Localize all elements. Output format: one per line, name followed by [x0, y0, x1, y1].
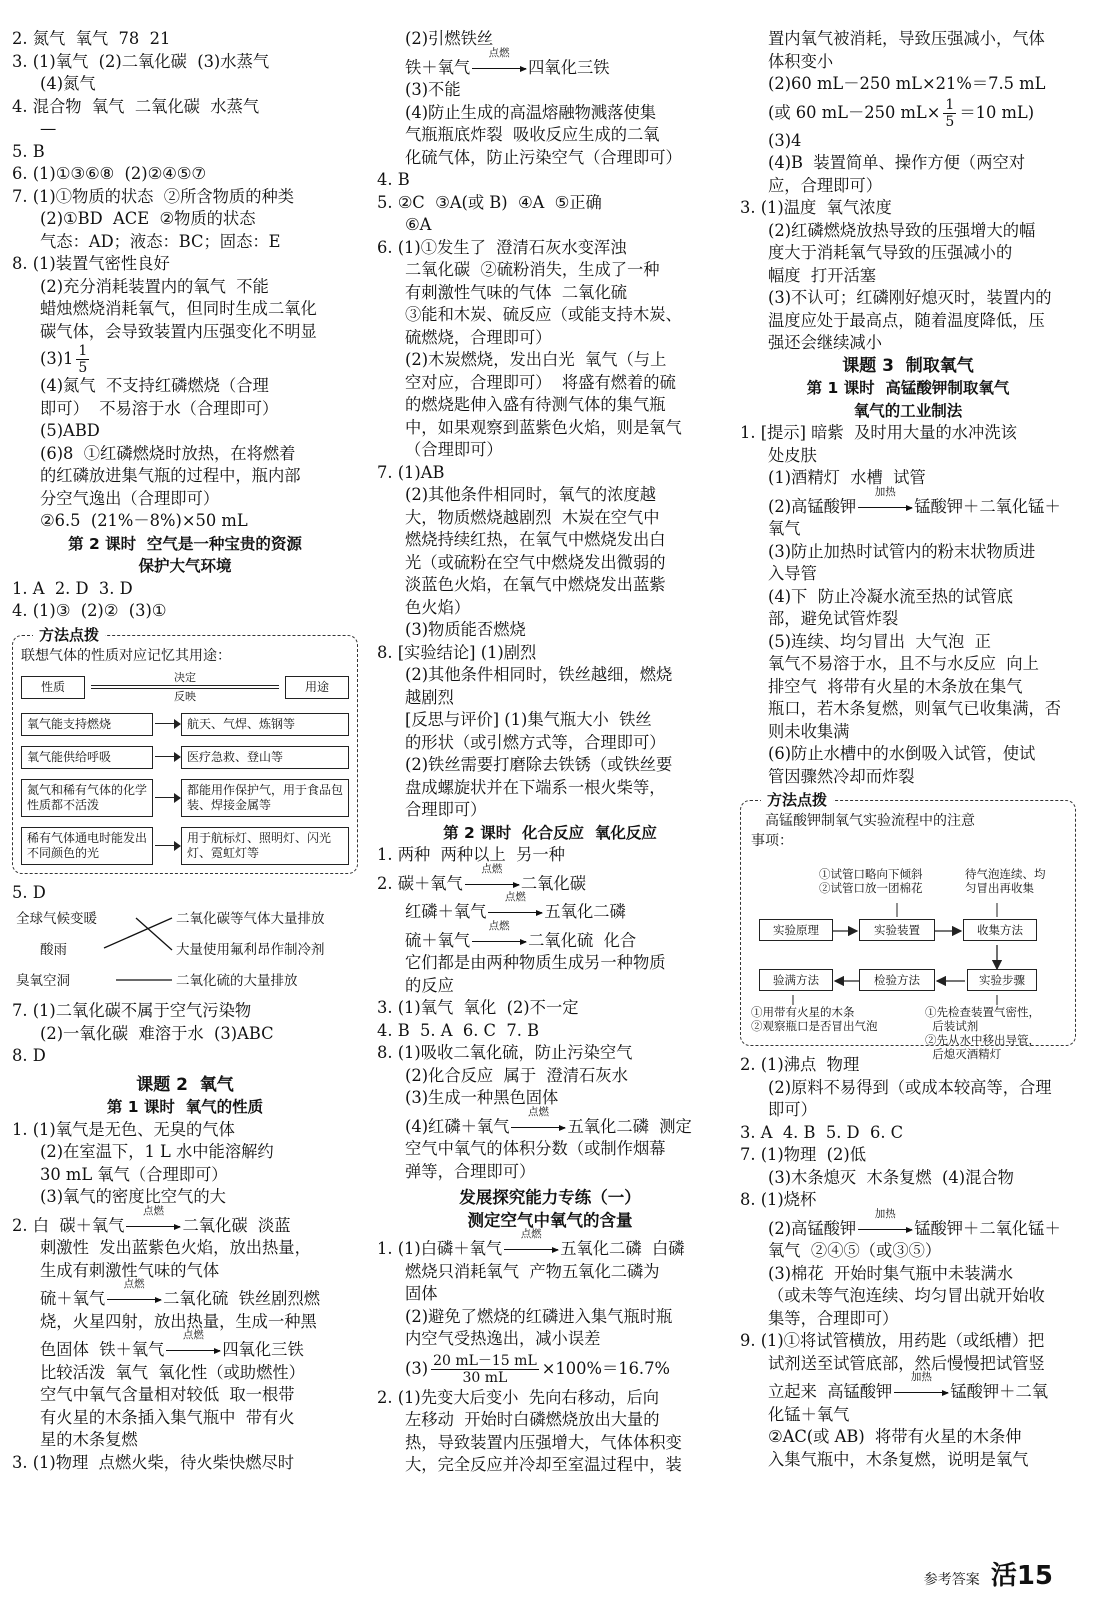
match-left-item: 酸雨 [40, 942, 67, 958]
relation-reflects: 反映 [174, 689, 196, 703]
section-heading: 第 2 课时 化合反应 氧化反应 [443, 823, 657, 842]
answer-line: 大，物质燃烧越剧烈 木炭在空气中 [405, 507, 660, 527]
answer-line: 燃烧持续红热，在氧气中燃烧发出白 [405, 530, 666, 549]
answer-line: 6. (1)①发生了 澄清石灰水变浑浊 [377, 237, 627, 257]
answer-line: 弹等，合理即可） [405, 1161, 536, 1181]
answer-line: 度大于消耗氧气导致的压强减小的 [768, 243, 1013, 262]
fraction-numerator: 1 [78, 343, 88, 359]
answer-line: 部，避免试管炸裂 [768, 609, 899, 628]
answer-line: (2)红磷燃烧放热导致的压强增大的幅 [768, 220, 1036, 240]
reaction-arrow [856, 485, 914, 519]
method-tip-intro: 高锰酸钾制氧气实验流程中的注意 [765, 813, 975, 829]
answer-text: 立起来 高锰酸钾 [768, 1382, 893, 1401]
answer-line: 分空气逸出（合理即可） [40, 488, 220, 508]
answer-line: 置内氧气被消耗，导致压强减小，气体 [768, 29, 1045, 48]
match-right-item: 二氧化硫的大量排放 [176, 973, 298, 989]
property-use-row [21, 746, 349, 769]
answer-line: 烧，火星四射，放出热量，生成一种黑 [40, 1311, 317, 1331]
section-heading: 发展探究能力专练（一） [459, 1188, 641, 1207]
answer-line: (2)木炭燃烧，发出白光 氧气（与上 [405, 350, 667, 369]
answer-line: (2)充分消耗装置内的氧气 不能 [40, 276, 269, 296]
reaction-condition: 点燃 [481, 862, 503, 875]
reaction-condition: 加热 [910, 1371, 932, 1383]
answer-text: 铁＋氧气 [405, 57, 471, 77]
answer-line: (4)氮气 [40, 74, 96, 93]
answer-line: 中，如果观察到蓝紫色火焰，则是氧气 [405, 417, 682, 437]
answer-line: 9. (1)①将试管横放，用药匙（或纸槽）把 [740, 1331, 1045, 1350]
property-box: 稀有气体通电时能发出不同颜色的光 [21, 827, 153, 865]
answer-line: 8. (1)装置气密性良好 [12, 254, 170, 273]
match-right-item: 大量使用氟利昂作制冷剂 [176, 942, 325, 958]
answer-line: 3. A 4. B 5. D 6. C [740, 1122, 904, 1142]
answer-line: (3)生成一种黑色固体 [405, 1088, 559, 1107]
answer-line [740, 96, 1076, 130]
answer-line: (2)一氧化碳 难溶于水 (3)ABC [40, 1023, 274, 1043]
answer-line: 集等，合理即可） [768, 1308, 899, 1328]
answer-line [12, 1329, 358, 1362]
answer-text: 二氧化硫 铁丝剧烈燃 [163, 1289, 321, 1308]
answer-line: 瓶口，若木条复燃，则氧气已收集满，否 [768, 699, 1062, 718]
answer-text: 四氧化三铁 [222, 1340, 304, 1359]
answer-line: (2)避免了燃烧的红磷进入集气瓶时瓶 [405, 1306, 673, 1326]
answer-line: 2. (1)沸点 物理 [740, 1055, 860, 1074]
answer-text: 锰酸钾＋二氧 [950, 1382, 1049, 1401]
answer-text: 二氧化碳 淡蓝 [182, 1215, 291, 1235]
footer-label: 参考答案 [923, 1572, 980, 1588]
answer-line: 蜡烛燃烧消耗氧气，但同时生成二氧化 [40, 299, 317, 318]
answer-line: 入集气瓶中，木条复燃，说明是氧气 [768, 1449, 1029, 1469]
answer-line: 3. (1)氧气 氧化 (2)不一定 [377, 998, 579, 1017]
method-tip-title: 方法点拨 [33, 624, 105, 647]
answer-line: 氧气 ②④⑤（或③⑤） [768, 1241, 942, 1260]
fraction-denominator: 5 [945, 113, 955, 130]
answer-line: 温度应处于最高点，随着温度降低，压 [768, 310, 1045, 330]
section-subheading: 测定空气中氧气的含量 [467, 1210, 633, 1230]
property-use-row [21, 827, 349, 865]
section-heading: 课题 2 氧气 [136, 1074, 234, 1095]
answer-line: 幅度 打开活塞 [768, 265, 877, 285]
answer-line [740, 485, 1076, 519]
answer-line: 的燃烧匙伸入盛有待测气体的集气瓶 [405, 395, 666, 414]
note-full-check: ①用带有火星的木条 ②观察瓶口是否冒出气泡 [751, 1005, 878, 1033]
answer-line: (3)4 [768, 130, 802, 150]
answer-line: ②6.5 (21%－8%)×50 mL [40, 511, 248, 530]
answer-line: (2)在室温下，1 L 水中能溶解约 [40, 1142, 274, 1161]
method-tip-title: 方法点拨 [761, 789, 833, 812]
reaction-arrow [502, 1228, 560, 1261]
note-apparatus: ①试管口略向下倾斜 ②试管口放一团棉花 [819, 867, 923, 895]
answer-line: 碳气体，会导致装置内压强变化不明显 [40, 321, 317, 341]
answer-line: (6)防止水槽中的水倒吸入试管，使试 [768, 744, 1036, 763]
answer-line: (3)棉花 开始时集气瓶中未装满水 [768, 1263, 1014, 1283]
use-box: 都能用作保护气，用于食品包装、焊接金属等 [181, 779, 349, 817]
answer-line: 2. (1)先变大后变小 先向右移动，后向 [377, 1387, 660, 1407]
answer-line: 的反应 [405, 975, 454, 995]
property-use-row [21, 713, 349, 736]
answer-text: 锰酸钾＋二氧化锰＋ [914, 1218, 1061, 1238]
property-box: 氧气能供给呼吸 [21, 746, 153, 769]
answer-line: 气态：AD；液态：BC；固态：E [40, 231, 281, 251]
answer-line: (2)引燃铁丝 [405, 29, 494, 48]
relation-arrows [85, 672, 285, 703]
matching-diagram [12, 906, 358, 998]
node-test: 检验方法 [859, 969, 935, 991]
property-use-row [21, 779, 349, 817]
answer-line: 5. B [12, 141, 45, 161]
answer-line [377, 891, 723, 924]
answer-line [377, 1228, 723, 1261]
method-tip-intro: 事项： [751, 833, 793, 849]
node-full-check: 验满方法 [759, 969, 833, 991]
answer-column-1 [12, 28, 358, 1474]
answer-line: 7. (1)AB [377, 462, 445, 482]
answer-line: 大，完全反应并冷却至室温过程中，装 [405, 1455, 682, 1474]
answer-column-3 [740, 28, 1076, 1471]
property-box: 氮气和稀有气体的化学性质都不活泼 [21, 779, 153, 817]
answer-line: ⑥A [405, 215, 432, 234]
answer-column-2 [377, 28, 723, 1477]
answer-line: (2)其他条件相同时，铁丝越细，燃烧 [405, 665, 673, 684]
node-apparatus: 实验装置 [859, 919, 935, 941]
arrow-right-icon [153, 751, 181, 763]
answer-line: 6. (1)①③⑥⑧ (2)②④⑤⑦ [12, 164, 206, 183]
answer-line: 1. [提示] 暗紫 及时用大量的水冲洗该 [740, 423, 1017, 442]
answer-line: 7. (1)①物质的状态 ②所含物质的种类 [12, 186, 295, 206]
answer-line: (3)不能 [405, 80, 461, 99]
reaction-arrow [856, 1207, 914, 1241]
fraction-numerator: 20 mL－15 mL [433, 1352, 537, 1369]
answer-line [12, 1204, 358, 1238]
property-node: 性质 [21, 676, 85, 699]
reaction-condition: 点燃 [142, 1204, 164, 1217]
reaction-arrow [509, 1105, 567, 1139]
answer-line: 合理即可） [405, 800, 487, 819]
answer-line [740, 1371, 1076, 1404]
node-steps: 实验步骤 [967, 969, 1037, 991]
answer-line: 的红磷放进集气瓶的过程中，瓶内部 [40, 466, 301, 485]
answer-line: 刺激性 发出蓝紫色火焰，放出热量， [40, 1238, 311, 1257]
answer-text: 二氧化硫 化合 [528, 930, 637, 950]
fraction-denominator: 5 [78, 360, 88, 376]
reaction-arrow [470, 46, 528, 80]
answer-line: 即可） [768, 1100, 817, 1119]
answer-line: (2)铁丝需要打磨除去铁锈（或铁丝要 [405, 755, 673, 774]
reaction-condition: 点燃 [520, 1228, 542, 1240]
answer-line: ②AC(或 AB) 将带有火星的木条伸 [768, 1427, 1022, 1446]
section-subheading: 保护大气环境 [138, 557, 232, 575]
fraction [943, 97, 956, 130]
reaction-condition: 加热 [874, 1207, 896, 1220]
note-steps: ①先检查装置气密性， 后装试剂 ②先从水中移出导管， 后熄灭酒精灯 [925, 1005, 1040, 1061]
answer-line: 化锰＋氧气 [768, 1404, 850, 1424]
answer-line: 强还会继续减小 [768, 333, 882, 352]
use-box: 航天、气焊、炼钢等 [181, 713, 349, 736]
answer-text: (2)高锰酸钾 [768, 496, 857, 516]
answer-line: 处皮肤 [768, 445, 817, 465]
answer-line: 生成有刺激性气味的气体 [40, 1260, 220, 1280]
answer-line: (3)不认可；红磷刚好熄灭时，装置内的 [768, 288, 1052, 307]
answer-text: 色固体 铁＋氧气 [40, 1340, 165, 1359]
answer-line: 硫燃烧，合理即可） [405, 327, 552, 347]
flowchart [747, 851, 1069, 1061]
answer-line: 7. (1)二氧化碳不属于空气污染物 [12, 1001, 252, 1020]
answer-text: (3) [405, 1358, 429, 1378]
answer-line: 氧气不易溶于水，且不与水反应 向上 [768, 654, 1039, 673]
reaction-condition: 加热 [874, 485, 896, 498]
answer-line: 星的木条复燃 [40, 1430, 138, 1449]
reaction-condition: 点燃 [504, 891, 526, 903]
answer-line: 5. ②C ③A(或 B) ④A ⑤正确 [377, 192, 602, 212]
answer-text: 2. 白 碳＋氧气 [12, 1215, 125, 1235]
arrow-right-icon [153, 792, 181, 804]
answer-text: 五氧化二磷 [544, 902, 626, 921]
answer-line: 30 mL 氧气（合理即可） [40, 1164, 228, 1184]
answer-line: 1. A 2. D 3. D [12, 578, 133, 598]
answer-line: (6)8 ①红磷燃烧时放热，在将燃着 [40, 443, 296, 463]
reaction-condition: 点燃 [527, 1105, 549, 1118]
answer-line: ③能和木炭、硫反应（或能支持木炭、 [405, 305, 682, 324]
property-box: 氧气能支持燃烧 [21, 713, 153, 736]
answer-text: (3)1 [40, 349, 74, 368]
answer-line: (4)下 防止冷凝水流至热的试管底 [768, 586, 1014, 606]
answer-line: 3. (1)温度 氧气浓度 [740, 198, 892, 217]
answer-line: 4. B 5. A 6. C 7. B [377, 1020, 540, 1040]
answer-line: (3)物质能否燃烧 [405, 620, 526, 639]
reaction-arrow [892, 1371, 950, 1404]
answer-line: 8. [实验结论] (1)剧烈 [377, 642, 537, 662]
answer-line: 空气中氧气含量相对较低 取一根带 [40, 1385, 295, 1404]
answer-line: 色火焰） [405, 597, 471, 617]
answer-text: (4)红磷＋氧气 [405, 1116, 510, 1136]
answer-line: 应，合理即可） [768, 175, 882, 195]
answer-line: (3)木条熄灭 木条复燃 (4)混合物 [768, 1167, 1014, 1187]
answer-line: 8. (1)吸收二氧化硫，防止污染空气 [377, 1043, 633, 1062]
fraction-denominator: 30 mL [462, 1369, 508, 1386]
answer-line: 比较活泼 氧气 氧化性（或助燃性） [40, 1362, 305, 1382]
answer-line: 即可） 不易溶于水（合理即可） [40, 398, 279, 418]
answer-line [377, 1105, 723, 1139]
answer-line: 7. (1)物理 (2)低 [740, 1145, 867, 1164]
answer-line: 3. (1)物理 点燃火柴，待火柴快燃尽时 [12, 1452, 295, 1472]
answer-line: 氧气 [768, 519, 801, 538]
answer-text: 四氧化三铁 [528, 57, 610, 77]
answer-line: 1. 两种 两种以上 另一种 [377, 845, 565, 864]
reaction-arrow [470, 919, 528, 953]
answer-text: 二氧化碳 [520, 873, 586, 893]
answer-line: 淡蓝色火焰，在氧气中燃烧发出蓝紫 [405, 575, 666, 594]
answer-line: 内空气受热逸出，减小误差 [405, 1329, 601, 1348]
use-box: 医疗急救、登山等 [181, 746, 349, 769]
answer-line [377, 1351, 723, 1387]
reaction-condition: 点燃 [488, 46, 510, 59]
answer-line: 5. D [12, 882, 46, 902]
fraction [76, 343, 89, 376]
answer-line: (1)酒精灯 水槽 试管 [768, 468, 926, 487]
answer-line: (2)原料不易得到（或成本较高等，合理 [768, 1077, 1052, 1097]
fraction [431, 1353, 539, 1386]
answer-line [377, 46, 723, 80]
method-tip-intro: 联想气体的性质对应记忆其用途： [21, 647, 231, 664]
answer-text: 锰酸钾＋二氧化锰＋ [914, 496, 1061, 516]
reaction-condition: 点燃 [488, 919, 510, 932]
answer-line: (3)防止加热时试管内的粉末状物质进 [768, 541, 1036, 561]
section-heading: 课题 3 制取氧气 [842, 355, 974, 376]
property-use-header [21, 672, 349, 703]
answer-text: ＝10 mL) [959, 102, 1035, 122]
answer-text: (2)高锰酸钾 [768, 1218, 857, 1238]
fraction-numerator: 1 [945, 96, 955, 113]
answer-line: 4. 混合物 氧气 二氧化碳 水蒸气 [12, 96, 260, 116]
answer-line: 化硫气体，防止污染空气（合理即可） [405, 147, 682, 167]
answer-text: 红磷＋氧气 [405, 902, 487, 921]
answer-line [12, 1278, 358, 1311]
method-tip-box [12, 625, 358, 874]
use-node: 用途 [285, 676, 349, 699]
answer-line: 入导管 [768, 564, 817, 583]
answer-line: 2. 氮气 氧气 78 21 [12, 29, 171, 48]
answer-line [377, 919, 723, 953]
page-footer [924, 1555, 1053, 1592]
answer-line: 热，导致装置内压强增大，气体体积变 [405, 1432, 682, 1452]
answer-line: 的形状（或引燃方式等，合理即可） [405, 732, 666, 752]
answer-line: 空对应，合理即可） 将盛有燃着的硫 [405, 372, 676, 392]
answer-line: (2)60 mL－250 mL×21%＝7.5 mL [768, 74, 1046, 93]
reaction-condition: 点燃 [123, 1278, 145, 1290]
answer-text: 五氧化二磷 白磷 [560, 1239, 685, 1258]
answer-line: 管因骤然冷却而炸裂 [768, 766, 915, 786]
node-principle: 实验原理 [759, 919, 833, 941]
section-heading: 第 2 课时 空气是一种宝贵的资源 [68, 534, 302, 553]
answer-line: 盘成螺旋状并在下端系一根火柴等， [405, 777, 666, 797]
method-tip-box [740, 791, 1076, 1061]
answer-line: 1. (1)氧气是无色、无臭的气体 [12, 1119, 235, 1139]
answer-line: 气瓶瓶底炸裂 吸收反应生成的二氧 [405, 125, 660, 144]
answer-line: (4)氮气 不支持红磷燃烧（合理 [40, 376, 269, 395]
answer-text: 五氧化二磷 测定 [567, 1116, 692, 1136]
answer-line: 3. (1)氧气 (2)二氧化碳 (3)水蒸气 [12, 51, 270, 71]
answer-line: [反思与评价] (1)集气瓶大小 铁丝 [405, 710, 652, 729]
page-number: 活15 [990, 1561, 1053, 1591]
answer-line: 有火星的木条插入集气瓶中 带有火 [40, 1407, 295, 1427]
answer-line: (4)B 装置简单、操作方便（两空对 [768, 153, 1026, 172]
section-subheading: 第 1 课时 高锰酸钾制取氧气 [806, 379, 1010, 397]
answer-line: (5)ABD [40, 421, 100, 440]
answer-line: (5)连续、均匀冒出 大气泡 正 [768, 631, 991, 651]
answer-text: 2. 碳＋氧气 [377, 873, 463, 893]
answer-line: 试剂送至试管底部，然后慢慢把试管竖 [768, 1353, 1045, 1373]
answer-text: 硫＋氧气 [405, 930, 471, 950]
answer-line: 燃烧只消耗氧气 产物五氧化二磷为 [405, 1261, 660, 1281]
answer-line: (3)氧气的密度比空气的大 [40, 1187, 226, 1206]
arrow-right-icon [153, 718, 181, 730]
match-left-item: 全球气候变暖 [16, 911, 97, 927]
answer-line: (2)化合反应 属于 澄清石灰水 [405, 1065, 628, 1085]
answer-line: 固体 [405, 1284, 438, 1303]
answer-line [12, 343, 358, 375]
answer-text: ×100%＝16.7% [541, 1358, 670, 1378]
reaction-arrow [124, 1204, 182, 1238]
reaction-arrow [164, 1329, 222, 1362]
answer-line: 二氧化碳 ②硫粉消失，生成了一种 [405, 260, 660, 279]
node-collection: 收集方法 [963, 919, 1037, 941]
note-collection: 待气泡连续、均 匀冒出再收集 [965, 867, 1046, 895]
answer-line: (2)①BD ACE ②物质的状态 [40, 209, 256, 228]
answer-line: 光（或硫粉在空气中燃烧发出微弱的 [405, 552, 666, 572]
relation-determines: 决定 [174, 670, 196, 684]
reaction-condition: 点燃 [182, 1329, 204, 1341]
answer-line: （合理即可） [405, 440, 503, 459]
answer-text: (或 60 mL－250 mL× [768, 102, 941, 122]
answer-line: （或未等气泡连续、均匀冒出就开始收 [768, 1286, 1045, 1305]
arrow-right-icon [153, 840, 181, 852]
match-right-item: 二氧化碳等气体大量排放 [176, 911, 325, 927]
answer-line [740, 1207, 1076, 1241]
answer-line: 8. (1)烧杯 [740, 1190, 817, 1209]
answer-line: — [40, 119, 57, 138]
answer-line: 则未收集满 [768, 721, 850, 741]
answer-line: 空气中氧气的体积分数（或制作烟幕 [405, 1139, 666, 1158]
answer-line: 4. B [377, 170, 410, 189]
match-left-item: 臭氧空洞 [16, 973, 70, 989]
use-box: 用于航标灯、照明灯、闪光灯、霓虹灯等 [181, 827, 349, 865]
answer-line: 它们都是由两种物质生成另一种物质 [405, 953, 666, 972]
reaction-arrow [105, 1278, 163, 1311]
answer-line: 8. D [12, 1046, 46, 1065]
answer-line: 4. (1)③ (2)② (3)① [12, 601, 167, 620]
answer-line [377, 862, 723, 896]
answer-line: (4)防止生成的高温熔融物溅落使集 [405, 102, 657, 122]
answer-line: 有刺激性气味的气体 二氧化硫 [405, 282, 628, 302]
answer-line: 排空气 将带有火星的木条放在集气 [768, 676, 1023, 696]
answer-line: 左移动 开始时白磷燃烧放出大量的 [405, 1410, 660, 1429]
answer-text: 硫＋氧气 [40, 1289, 106, 1308]
section-subheading: 氧气的工业制法 [853, 401, 963, 420]
section-subheading: 第 1 课时 氧气的性质 [106, 1098, 264, 1116]
answer-line: 体积变小 [768, 51, 834, 71]
answer-line: (2)其他条件相同时，氧气的浓度越 [405, 485, 657, 504]
answer-text: 1. (1)白磷＋氧气 [377, 1239, 503, 1258]
answer-line: 越剧烈 [405, 687, 454, 707]
